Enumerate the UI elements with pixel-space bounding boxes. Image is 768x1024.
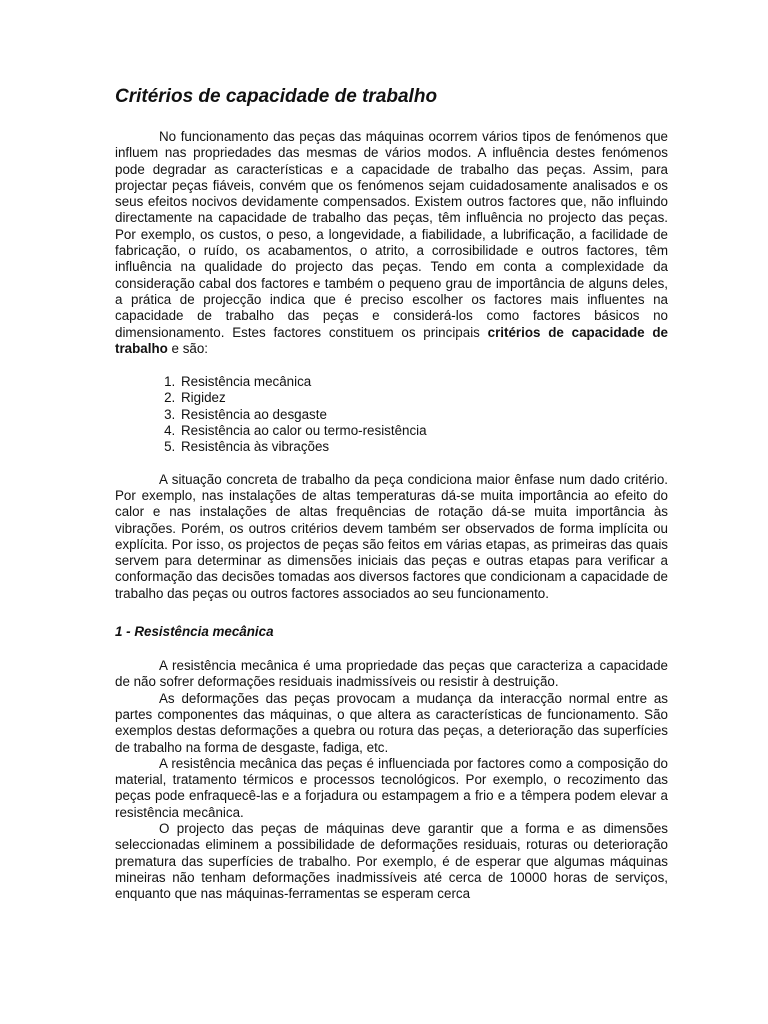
intro-text: No funcionamento das peças das máquinas ocorrem vários tipos de fenómenos que influem nas propriedades das mesmas de vários modos. A influência destes fenómenos pode degradar as características e a capacidade de trabalho das peças. Assim, para projectar peças fiáveis, convém que os fenómenos sejam cuidadosamente analisados e os seus efeitos nocivos devidamente compensados. Existem outros factores que, não influindo directamente na capacidade de trabalho das peças, têm influência no projecto das peças. Por exemplo, os custos, o peso, a longevidade, a fiabilidade, a lubrificação, a facilidade de fabricação, o ruído, os acabamentos, o atrito, a corrosibilidade e outros factores, têm influência na qualidade do projecto das peças. Tendo em conta a complexidade da consideração cabal dos factores e também o pequeno grau de importância de alguns deles, a prática de projecção indica que é preciso escolher os factores mais influentes na capacidade de trabalho das peças e considerá-los como factores básicos no dimensionamento. Estes factores constituem os principais [115, 129, 668, 340]
body-paragraph: A resistência mecânica das peças é influenciada por factores como a composição do material, tratamento térmicos e processos tecnológicos. Por exemplo, o recozimento das peças pode enfraquecê-las e a forjadura ou estampagem a frio e a têmpera podem elevar a resistência mecânica. [115, 755, 668, 820]
body-paragraph: O projecto das peças de máquinas deve garantir que a forma e as dimensões seleccionadas eliminem a possibilidade de deformações residuais, roturas ou deterioração prematura das superfícies de trabalho. Por exemplo, é de esperar que algumas máquinas mineiras não tenham deformações inadmissíveis até cerca de 10000 horas de serviços, enquanto que nas máquinas-ferramentas se esperam cerca [115, 820, 668, 902]
list-item: 4. Resistência ao calor ou termo-resistência [179, 423, 668, 439]
document-body [115, 85, 668, 902]
page-title: Critérios de capacidade de trabalho [115, 86, 438, 107]
list-item: 1. Resistência mecânica [179, 374, 668, 390]
body-paragraph: As deformações das peças provocam a mudança da interacção normal entre as partes componentes das máquinas, o que altera as características de funcionamento. São exemplos destas deformações a quebra ou rotura das peças, a deterioração das superfícies de trabalho na forma de desgaste, fadiga, etc. [115, 690, 668, 755]
intro-text-end: e são: [167, 340, 209, 356]
intro-bold-term: critérios de capacidade de trabalho [115, 324, 668, 356]
criteria-list [115, 374, 668, 455]
body-paragraph: A situação concreta de trabalho da peça condiciona maior ênfase num dado critério. Por exemplo, nas instalações de altas temperaturas dá-se muita importância ao efeito do calor e nas instalações de altas frequências de rotação dá-se muita importância às vibrações. Porém, os outros critérios devem também ser observados de forma implícita ou explícita. Por isso, os projectos de peças são feitos em várias etapas, as primeiras das quais servem para determinar as dimensões iniciais das peças e outras etapas para verificar a conformação das decisões tomadas aos diversos factores que condicionam a capacidade de trabalho das peças ou outros factores associados ao seu funcionamento. [115, 471, 668, 601]
section-heading: 1 - Resistência mecânica [115, 624, 274, 640]
intro-paragraph [115, 129, 668, 357]
list-item: 5. Resistência às vibrações [179, 439, 668, 455]
list-item: 3. Resistência ao desgaste [179, 407, 668, 423]
body-paragraph: A resistência mecânica é uma propriedade das peças que caracteriza a capacidade de não sofrer deformações residuais inadmissíveis ou resistir à destruição. [115, 658, 668, 690]
list-item: 2. Rigidez [179, 390, 668, 406]
